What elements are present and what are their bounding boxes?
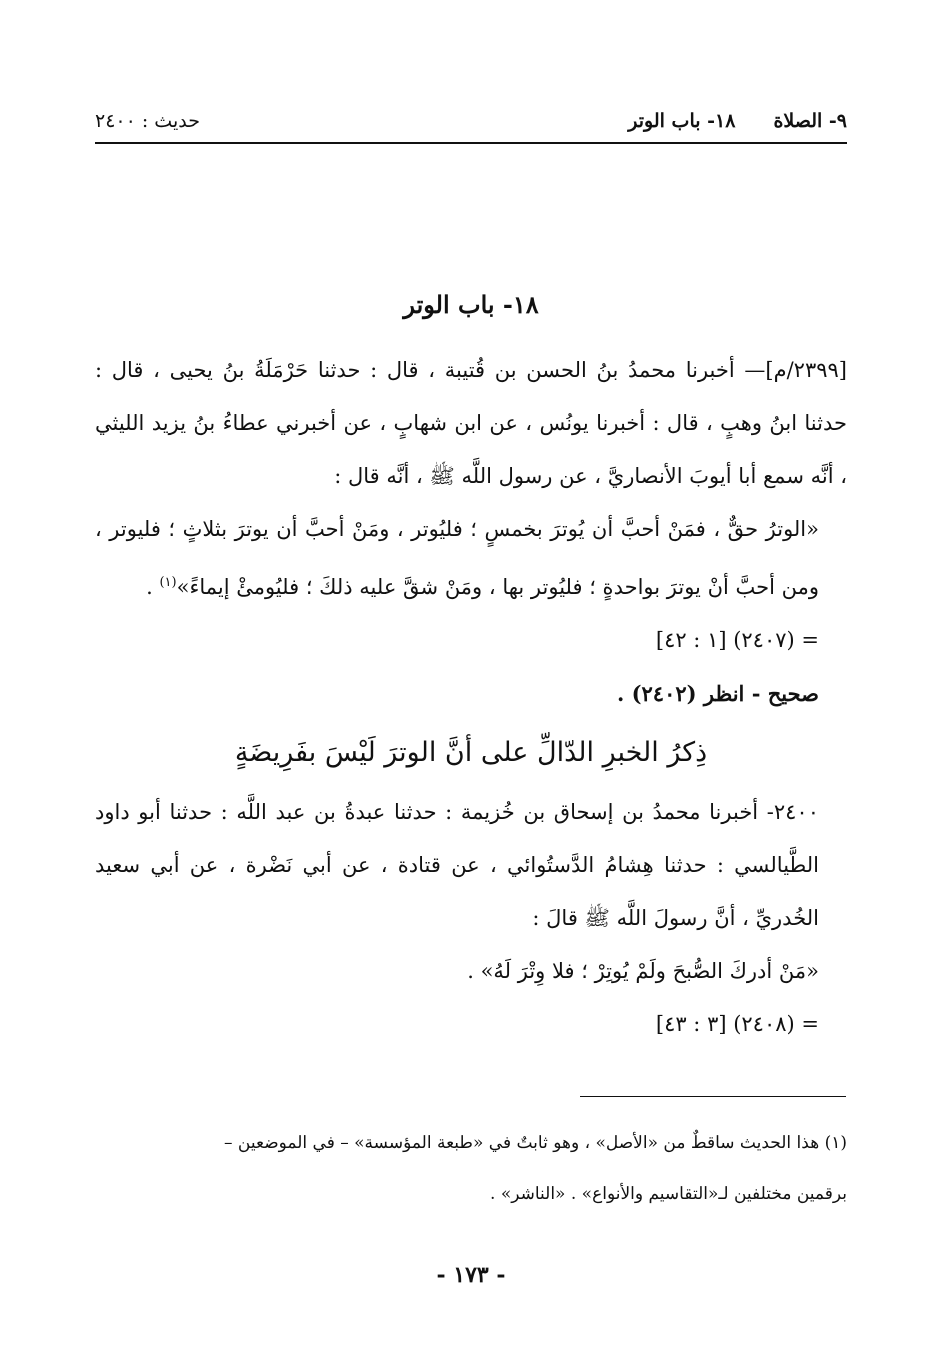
footnote-1-line-1: (١) هذا الحديث ساقطٌ من «الأصل» ، وهو ثابتٌ في «طبعة المؤسسة» – في الموضعين – xyxy=(224,1133,847,1153)
running-header xyxy=(95,108,847,144)
hadith-2399-matn-end: . xyxy=(146,575,160,599)
hadith-2399-block xyxy=(95,344,847,1051)
hadith-2399-cross-reference: = (٢٤٠٧) [١ : ٤٢] xyxy=(655,628,819,652)
footnote-marker-1[interactable]: (١) xyxy=(159,575,177,590)
footnote-1-line-2: برقمين مختلفين لـ«التقاسيم والأنواع» . «الناشر» . xyxy=(490,1184,847,1204)
footnotes xyxy=(95,1118,847,1220)
hadith-2400-cross-reference: = (٢٤٠٨) [٣ : ٤٣] xyxy=(655,1012,819,1036)
section-heading: ذِكرُ الخبرِ الدّالِّ على أنَّ الوترَ لَيْسَ بفَرِيضَةٍ xyxy=(234,737,708,768)
hadith-2400-isnad: ٢٤٠٠- أخبرنا محمدُ بن إسحاق بن خُزيمة : حدثنا عبدةُ بن عبد اللَّه : حدثنا أبو داود الطَّيالسي : حدثنا هِشامُ الدَّستُوائي ، عن قتادة ، عن أبي نَضْرة ، عن أبي سعيد الخُدريِّ ، أنَّ رسولَ اللَّه ﷺ قالَ : xyxy=(95,800,819,930)
header-right xyxy=(628,110,847,132)
page-number: - ١٧٣ - xyxy=(436,1262,506,1288)
hadith-number-label: حديث : ٢٤٠٠ xyxy=(95,110,200,132)
footnote-separator xyxy=(580,1096,846,1097)
chapter-title: ١٨- باب الوتر xyxy=(403,290,539,319)
hadith-2399-matn-text: «الوترُ حقٌّ ، فمَنْ أحبَّ أن يُوترَ بخمسٍ ؛ فليُوتر ، ومَنْ أحبَّ أن يوترَ بثلاثٍ ؛ فليوتر ، ومن أحبَّ أنْ يوترَ بواحدةٍ ؛ فليُوتر بها ، ومَنْ شقَّ عليه ذلكَ ؛ فليُومئْ إيماءً» xyxy=(95,517,819,599)
hadith-2399-matn xyxy=(95,503,847,614)
chapter-label: ١٨- باب الوتر xyxy=(628,110,736,132)
hadith-2399-grade: صحيح - انظر (٢٤٠٢) . xyxy=(616,681,819,706)
hadith-2399-isnad: [٢٣٩٩/م]— أخبرنا محمدُ بنُ الحسن بن قُتيبة ، قال : حدثنا حَرْمَلَةُ بنُ يحيى ، قال : حدثنا ابنُ وهبٍ ، قال : أخبرنا يونُس ، عن ابن شهابٍ ، عن أخبرني عطاءُ بنُ يزيد الليثي ، أنَّه سمع أبا أيوبَ الأنصاريَّ ، عن رسول اللَّه ﷺ ، أنَّه قال : xyxy=(95,358,847,488)
book-section-label: ٩- الصلاة xyxy=(773,110,847,132)
hadith-2400-matn: «مَنْ أدركَ الصُّبحَ ولَمْ يُوتِرْ ؛ فلا وِتْرَ لَهُ» . xyxy=(467,959,819,983)
